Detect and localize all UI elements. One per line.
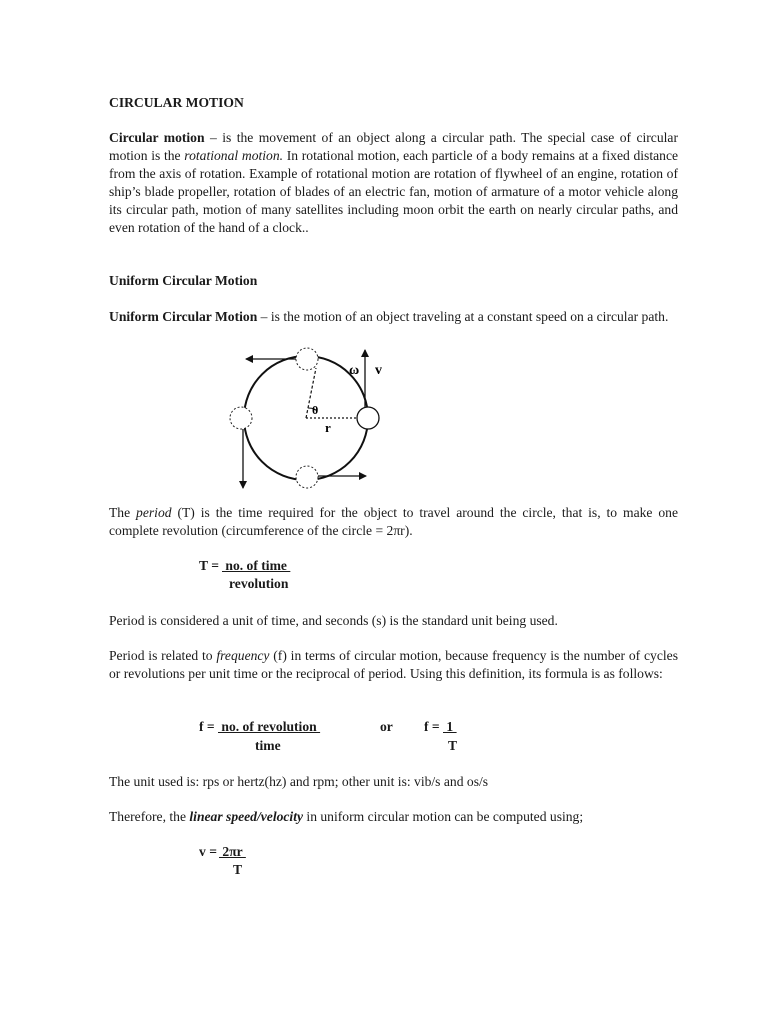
term-circular-motion: Circular motion: [109, 130, 205, 145]
object-left: [230, 407, 252, 429]
formula-numerator: 2πr: [219, 844, 246, 859]
paragraph-circular-motion: [109, 129, 678, 237]
formula-denominator-alt: T: [448, 738, 458, 753]
paragraph-units: The unit used is: rps or hertz(hz) and rpm; other unit is: vib/s and os/s: [109, 774, 489, 789]
formula-denominator: revolution: [229, 576, 289, 591]
formula-lhs: v =: [199, 844, 221, 859]
paragraph-uniform-circular-motion: [109, 308, 678, 326]
formula-numerator: no. of time: [222, 558, 291, 573]
paragraph-text: The: [109, 505, 137, 520]
formula-numerator: no. of revolution: [218, 719, 321, 734]
paragraph-linear-speed: [109, 808, 678, 826]
emphasis-frequency: frequency: [216, 648, 270, 663]
paragraph-frequency: [109, 647, 678, 683]
paragraph-text: Period is related to: [109, 648, 217, 663]
formula-lhs: T =: [199, 558, 223, 573]
formula-lhs-alt: f =: [424, 719, 444, 734]
paragraph-text: (T) is the time required for the object to travel around the circle, that is, to make one complete revolution (circumference of the circle = 2πr).: [109, 505, 678, 538]
paragraph-period: [109, 504, 678, 540]
paragraph-period-unit: Period is considered a unit of time, and seconds (s) is the standard unit being used.: [109, 613, 558, 628]
formula-denominator: T: [233, 862, 243, 877]
paragraph-text: Therefore, the: [109, 809, 190, 824]
formula-or: or: [380, 719, 393, 734]
circular-motion-diagram: [220, 340, 400, 495]
paragraph-text: In rotational motion, each particle of a body remains at a fixed distance from the axis of rotation. Example of rotational motion are rotation of flywheel of an engine, rotation of ship’s blade propeller, rotation of blades of an electric fan, motion of armature of a motor vehicle along its circular path, motion of many satellites including moon orbit the earth on nearly circular paths, and even rotation of the hand of a clock..: [109, 148, 679, 235]
omega-label: ω: [349, 363, 360, 378]
emphasis-linear-speed: linear speed/velocity: [189, 809, 304, 824]
r-label: r: [325, 420, 331, 435]
paragraph-text: in uniform circular motion can be computed using;: [303, 809, 584, 824]
formula-numerator-alt: 1: [443, 719, 457, 734]
paragraph-text: (f) in terms of circular motion, because frequency is the number of cycles or revolutions per unit time or the reciprocal of period. Using this definition, its formula is as follows:: [109, 648, 678, 681]
circular-motion-svg: [220, 340, 400, 495]
emphasis-rotational-motion: rotational motion.: [184, 148, 284, 163]
object-right: [357, 407, 379, 429]
section-heading: Uniform Circular Motion: [109, 273, 258, 288]
formula-lhs: f =: [199, 719, 219, 734]
document-title: CIRCULAR MOTION: [109, 95, 244, 110]
paragraph-text: – is the movement of an object along a circular path. The special case of circular motion is the: [109, 130, 678, 163]
term-uniform-circular-motion: Uniform Circular Motion: [109, 309, 258, 324]
emphasis-period: period: [136, 505, 172, 520]
paragraph-text: – is the motion of an object traveling at a constant speed on a circular path.: [257, 309, 669, 324]
theta-label: θ: [312, 403, 319, 417]
formula-denominator: time: [255, 738, 281, 753]
v-label: v: [375, 363, 382, 378]
object-bottom: [296, 466, 318, 488]
object-top: [296, 348, 318, 370]
